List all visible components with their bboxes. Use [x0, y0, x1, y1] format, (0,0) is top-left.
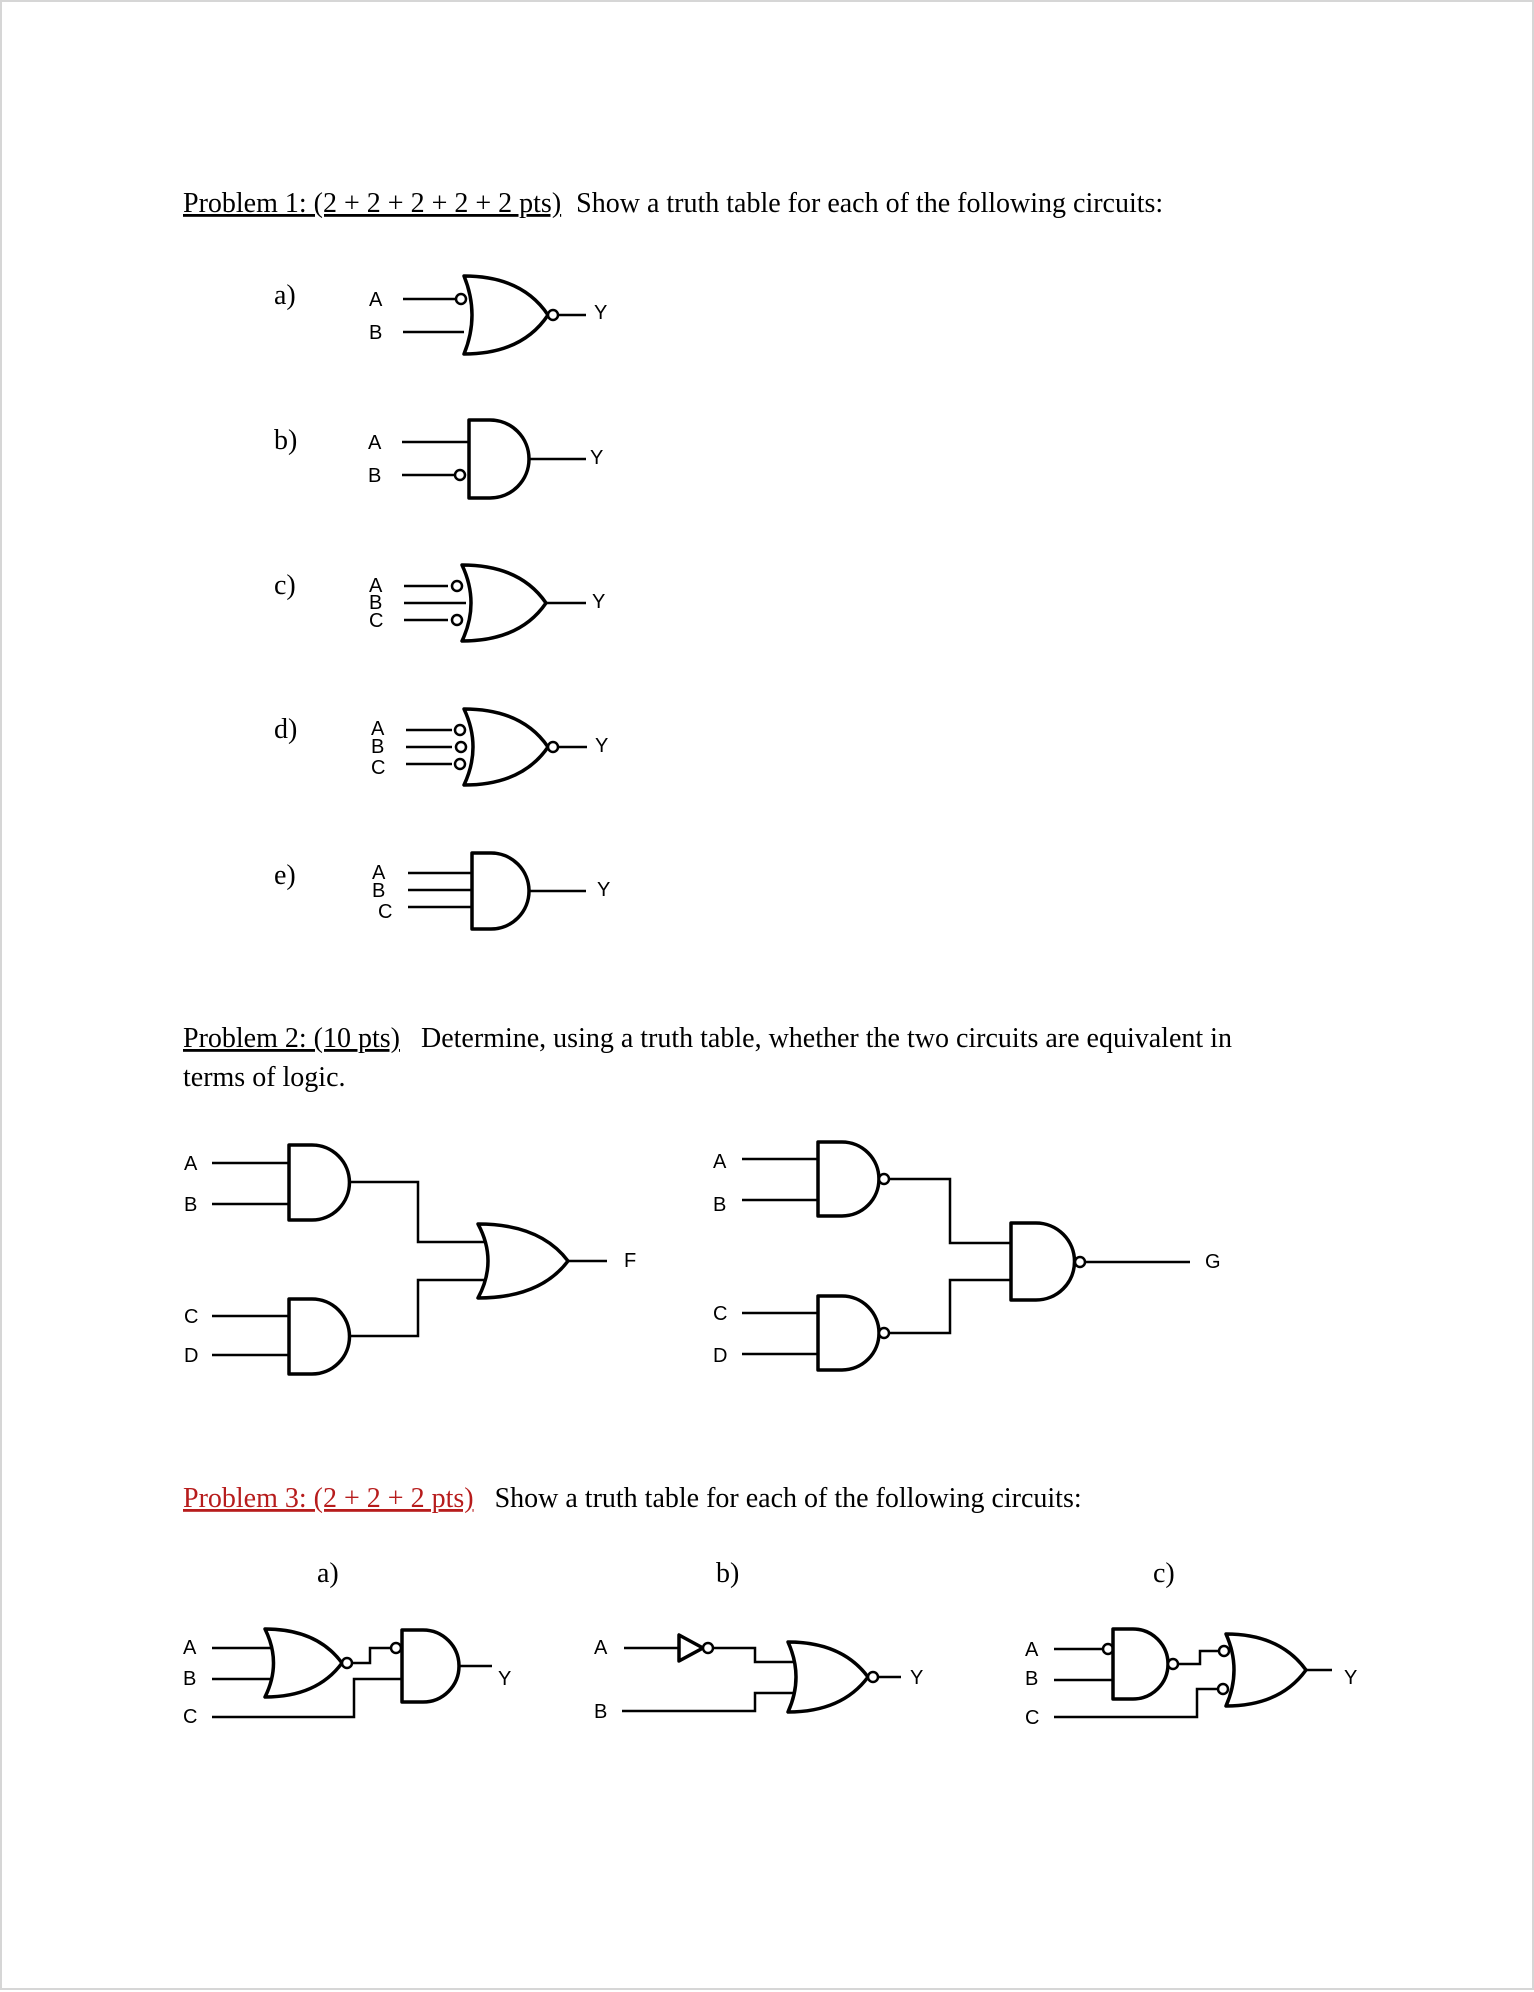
p2f-input-c: C [184, 1306, 199, 1328]
p3c-output: Y [1344, 1667, 1358, 1689]
p1d-input-c: C [371, 757, 386, 779]
p1d-or-gate [464, 709, 548, 785]
p1b-and-gate [469, 420, 529, 498]
p1d-input-a: A [371, 718, 385, 740]
p1b-output: Y [590, 447, 604, 469]
p3c-input-c: C [1025, 1707, 1040, 1729]
p3b-output: Y [910, 1667, 924, 1689]
problem2-text-line2: terms of logic. [183, 1062, 346, 1093]
p3a-label: a) [317, 1558, 339, 1589]
p2g-input-d: D [713, 1345, 728, 1367]
p3a-or-gate [265, 1629, 342, 1697]
p1a-or-gate [464, 276, 548, 354]
p3c-bubble-or-in-bottom [1218, 1684, 1228, 1694]
p3a-input-b: B [183, 1668, 197, 1690]
p2f-wire-bottom-out [349, 1280, 487, 1336]
problem2-header-line1 [183, 1023, 1232, 1054]
p2f-or-gate [478, 1224, 568, 1298]
p3b-not-gate [679, 1635, 703, 1661]
p2g-output: G [1205, 1251, 1221, 1273]
problem2-heading: Problem 2: (10 pts) [183, 1023, 400, 1054]
p1d-input-b: B [371, 736, 385, 758]
p1d-bubble-a [455, 725, 465, 735]
p2g-nand-gate-final [1011, 1223, 1075, 1300]
p3b-bubble-not [703, 1643, 713, 1653]
p1b-input-b: B [368, 465, 382, 487]
p1d-label: d) [274, 714, 298, 745]
p1c-input-b: B [369, 592, 383, 614]
p2-circuit-f [184, 1145, 636, 1374]
p1e-output: Y [597, 879, 611, 901]
p1-circuit-a [274, 276, 607, 354]
p1c-bubble-c [452, 615, 462, 625]
problem1-text: Show a truth table for each of the following circuits: [576, 188, 1164, 219]
problem1-heading: Problem 1: (2 + 2 + 2 + 2 + 2 pts) [183, 188, 562, 219]
p1c-label: c) [274, 570, 296, 601]
p1-circuit-b [274, 420, 603, 498]
p3b-input-b: B [594, 1701, 608, 1723]
p1c-or-gate [462, 565, 546, 641]
p2g-input-a: A [713, 1151, 727, 1173]
p1c-input-c: C [369, 610, 384, 632]
p3c-input-b: B [1025, 1668, 1039, 1690]
p1c-bubble-a [452, 581, 462, 591]
p3b-bubble-out [868, 1672, 878, 1682]
problem3-text: Show a truth table for each of the following circuits: [494, 1483, 1082, 1514]
p1d-bubble-out [548, 742, 558, 752]
p2f-input-d: D [184, 1345, 199, 1367]
p1-circuit-d [274, 709, 608, 785]
p2g-bubble-bottom [879, 1328, 889, 1338]
p1a-input-a: A [369, 289, 383, 311]
p1a-bubble-out [548, 310, 558, 320]
p3b-wire-b [622, 1693, 794, 1711]
p1b-bubble-b [455, 470, 465, 480]
p3a-output: Y [498, 1668, 512, 1690]
p3-circuit-b [594, 1635, 923, 1723]
problem1-header [183, 188, 1163, 219]
p3a-input-a: A [183, 1637, 197, 1659]
p3-circuit-c [1025, 1629, 1357, 1729]
p3a-wire-mid [352, 1648, 394, 1663]
p1d-bubble-c [455, 759, 465, 769]
p1e-and-gate [472, 853, 529, 929]
p2g-bubble-final [1075, 1257, 1085, 1267]
p1a-label: a) [274, 280, 296, 311]
p1b-label: b) [274, 425, 298, 456]
p3a-bubble-or [342, 1658, 352, 1668]
p2g-nand-gate-bottom [818, 1296, 879, 1370]
p2f-and-gate-bottom [289, 1299, 350, 1374]
p3b-input-a: A [594, 1637, 608, 1659]
worksheet-canvas [2, 2, 1534, 1992]
p3c-input-a: A [1025, 1639, 1039, 1661]
p3c-or-gate [1226, 1634, 1306, 1706]
p1b-input-a: A [368, 432, 382, 454]
p3c-label: c) [1153, 1558, 1175, 1589]
p1a-output: Y [594, 302, 608, 324]
p3a-bubble-and-in [391, 1643, 401, 1653]
problem3-heading: Problem 3: (2 + 2 + 2 pts) [183, 1483, 474, 1514]
p2f-input-b: B [184, 1194, 198, 1216]
p3a-input-c: C [183, 1706, 198, 1728]
p1a-input-b: B [369, 322, 383, 344]
p1e-input-a: A [372, 862, 386, 884]
p3a-and-gate [402, 1630, 459, 1702]
p1c-output: Y [592, 591, 606, 613]
p2-circuit-g [713, 1142, 1221, 1370]
p2f-wire-top-out [349, 1182, 487, 1242]
p3b-or-gate [788, 1642, 868, 1712]
p1-circuit-e [274, 853, 610, 929]
p3c-bubble-or-in-top [1219, 1646, 1229, 1656]
p3b-wire-not-out [713, 1648, 794, 1662]
p2g-wire-bottom-out [889, 1280, 1011, 1333]
p3c-bubble-and-out [1168, 1659, 1178, 1669]
p1a-bubble-a [456, 294, 466, 304]
problem2-text-line1: Determine, using a truth table, whether the two circuits are equivalent in [421, 1023, 1232, 1054]
p1-circuit-c [274, 565, 605, 641]
p3c-and-gate [1113, 1629, 1168, 1699]
p1d-bubble-b [456, 742, 466, 752]
p2g-input-b: B [713, 1194, 727, 1216]
p2g-bubble-top [879, 1174, 889, 1184]
p1e-label: e) [274, 860, 296, 891]
p1c-input-a: A [369, 575, 383, 597]
p1d-output: Y [595, 735, 609, 757]
p3b-label: b) [716, 1558, 740, 1589]
p3c-wire-mid [1178, 1651, 1220, 1664]
problem3-header [183, 1483, 1082, 1514]
p2f-input-a: A [184, 1153, 198, 1175]
p3-circuit-a [183, 1629, 511, 1728]
p1e-input-b: B [372, 880, 386, 902]
p2g-nand-gate-top [818, 1142, 879, 1216]
p2f-output: F [624, 1250, 637, 1272]
p2g-wire-top-out [889, 1179, 1011, 1243]
p1e-input-c: C [378, 901, 393, 923]
p2f-and-gate-top [289, 1145, 349, 1220]
p2g-input-c: C [713, 1303, 728, 1325]
